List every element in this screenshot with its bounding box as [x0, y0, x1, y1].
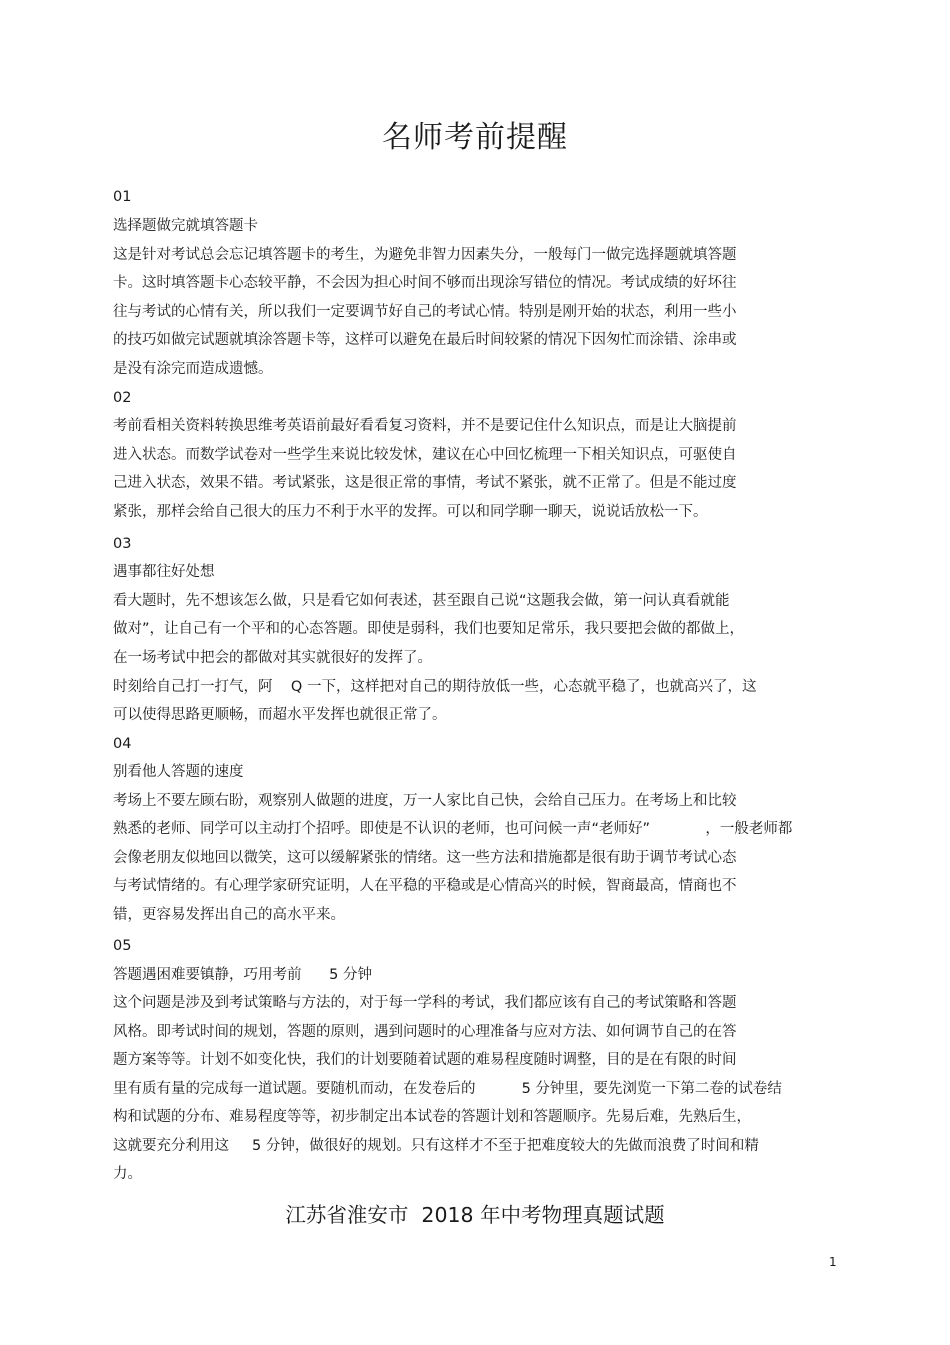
text-line: 03 [113, 536, 132, 552]
text-line: 选择题做完就填答题卡 [113, 218, 258, 234]
text-line: 遇事都往好处想 [113, 564, 215, 580]
text-line: 02 [113, 390, 132, 406]
text-line: 别看他人答题的速度 [113, 764, 244, 780]
text-line: 进入状态。而数学试卷对一些学生来说比较发怵，建议在心中回忆梳理一下相关知识点，可驱使自 [113, 447, 737, 463]
text-line: 04 [113, 736, 132, 752]
text-line: 力。 [113, 1166, 142, 1182]
text-line: 在一场考试中把会的都做对其实就很好的发挥了。 [113, 650, 432, 666]
text-line: 的技巧如做完试题就填涂答题卡等，这样可以避免在最后时间较紧的情况下因匆忙而涂错、涂串或 [113, 332, 737, 348]
text-line: 构和试题的分布、难易程度等等，初步制定出本试卷的答题计划和答题顺序。先易后难，先熟后生， [113, 1109, 751, 1125]
text-line: 答题遇困难要镇静，巧用考前 5 分钟 [113, 967, 372, 983]
text-line: 熟悉的老师、同学可以主动打个招呼。即使是不认识的老师，也可问候一声“老师好” ，一般老师都 [113, 821, 793, 837]
text-line: 这就要充分利用这 5 分钟，做很好的规划。只有这样才不至于把难度较大的先做而浪费了时间和精 [113, 1138, 759, 1154]
text-line: 风格。即考试时间的规划，答题的原则，遇到问题时的心理准备与应对方法、如何调节自己的在答 [113, 1024, 737, 1040]
text-line: 时刻给自己打一打气，阿 Q 一下，这样把对自己的期待放低一些，心态就平稳了，也就高兴了，这 [113, 679, 757, 695]
page-title: 名师考前提醒 [382, 120, 568, 155]
text-line: 05 [113, 938, 132, 954]
text-line: 这个问题是涉及到考试策略与方法的，对于每一学科的考试，我们都应该有自己的考试策略和答题 [113, 995, 737, 1011]
text-line: 01 [113, 189, 132, 205]
text-line: 与考试情绪的。有心理学家研究证明，人在平稳的平稳或是心情高兴的时候，智商最高，情商也不 [113, 878, 737, 894]
text-line: 往与考试的心情有关，所以我们一定要调节好自己的考试心情。特别是刚开始的状态，利用一些小 [113, 304, 737, 320]
text-line: 考场上不要左顾右盼，观察别人做题的进度，万一人家比自己快，会给自己压力。在考场上和比较 [113, 793, 737, 809]
text-line: 里有质有量的完成每一道试题。要随机而动，在发卷后的 5 分钟里，要先浏览一下第二卷的试卷结 [113, 1081, 782, 1097]
text-line: 这是针对考试总会忘记填答题卡的考生，为避免非智力因素失分，一般每门一做完选择题就填答题 [113, 247, 737, 263]
text-line: 题方案等等。计划不如变化快，我们的计划要随着试题的难易程度随时调整，目的是在有限的时间 [113, 1052, 737, 1068]
text-line: 会像老朋友似地回以微笑，这可以缓解紧张的情绪。这一些方法和措施都是很有助于调节考试心态 [113, 850, 737, 866]
text-line: 己进入状态，效果不错。考试紧张，这是很正常的事情，考试不紧张，就不正常了。但是不能过度 [113, 475, 737, 491]
text-line: 是没有涂完而造成遗憾。 [113, 361, 273, 377]
text-line: 看大题时，先不想该怎么做，只是看它如何表述，甚至跟自己说“这题我会做，第一问认真看就能 [113, 593, 730, 609]
text-line: 错，更容易发挥出自己的高水平来。 [113, 907, 345, 923]
text-line: 做对”，让自己有一个平和的心态答题。即使是弱科，我们也要知足常乐，我只要把会做的都做上， [113, 621, 745, 637]
exam-subtitle: 江苏省淮安市 2018 年中考物理真题试题 [285, 1203, 665, 1227]
text-line: 可以使得思路更顺畅，而超水平发挥也就很正常了。 [113, 707, 447, 723]
page-number: 1 [829, 1255, 837, 1269]
text-line: 卡。这时填答题卡心态较平静，不会因为担心时间不够而出现涂写错位的情况。考试成绩的好坏往 [113, 275, 737, 291]
text-line: 紧张，那样会给自己很大的压力不利于水平的发挥。可以和同学聊一聊天，说说话放松一下。 [113, 504, 708, 520]
text-line: 考前看相关资料转换思维考英语前最好看看复习资料，并不是要记住什么知识点，而是让大脑提前 [113, 418, 737, 434]
